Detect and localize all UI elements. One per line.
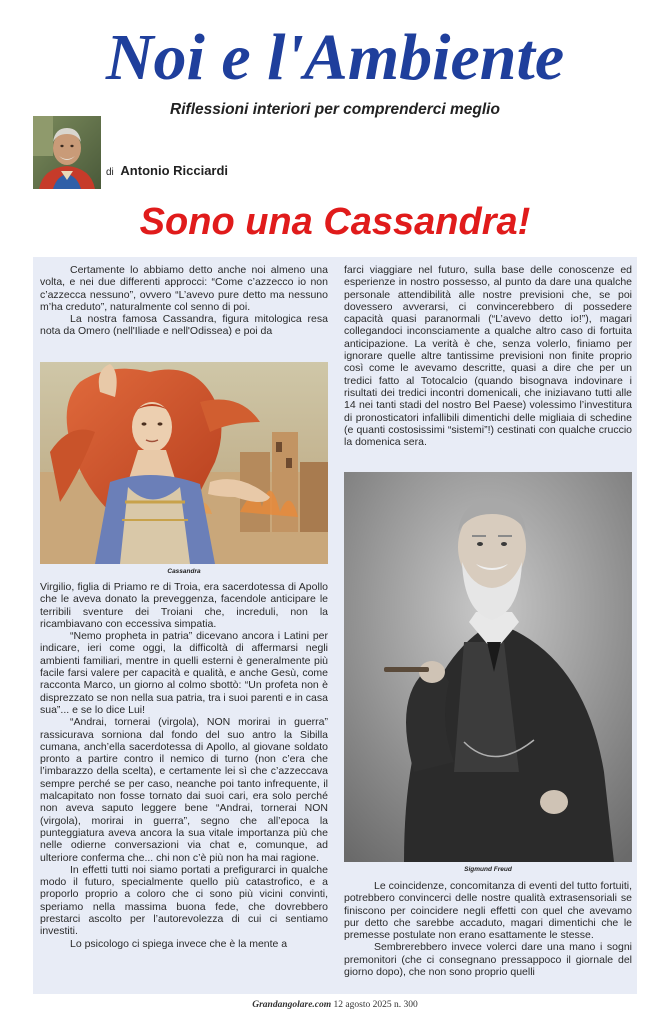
paragraph: “Andrai, tornerai (virgola), NON morirai in guerra” rassicurava sorniona dal fondo del suo antro la Sibilla cumana, anch’ella sacerdotessa di Apollo, al giovane soldato pronto a partire contro il nemico di turno (non c’era che l’imbarazzo della scelta), e certamente lei sì che c’azzeccava sempre perché se per caso, neanche poi tanto infrequente, il malcapitato non fosse tornato dai suoi cari, era solo perché non aveva saputo leggere bene “Andrai, tornerai NON (virgola), morirai in guerra”, segno che all’epoca la punteggiatura aveva ancora la sua vitale importanza più che nelle odierne conversazioni via chat e, comunque, ad ulteriore conferma che... chi non c’è più non ha mai ragione.: [40, 716, 328, 864]
author-prefix: di: [106, 167, 114, 178]
figure-caption-cassandra: Cassandra: [167, 568, 201, 575]
author-name: Antonio Ricciardi: [120, 163, 229, 178]
paragraph: In effetti tutti noi siamo portati a prefigurarci in qualche modo il futuro, specialmente quello più catastrofico, e a proporlo proprio a coloro che ci sono più vicini convinti, speriamo nella massima buona fede, che dovrebbero prestarci ascolto per l’autorevolezza di cui ci sentiamo investiti.: [40, 863, 328, 938]
paragraph: Lo psicologo ci spiega invece che è la mente a: [70, 937, 288, 950]
paragraph: Le coincidenze, concomitanza di eventi del tutto fortuiti, potrebbero convincerci delle nostre qualità extrasensoriali se finiscono per coincidere negli effetti con quel che avevamo pur detto che sarebbe accaduto, magari dimentichi che le premesse postulate non erano esattamente le stesse.: [344, 880, 632, 942]
left-column-bottom: [40, 581, 328, 950]
paragraph: farci viaggiare nel futuro, sulla base delle conoscenze ed esperienze in nostro possesso, al punto da dare una qualche personale attendibilità alle nostre previsioni che, se poi dovessero avverarsi, ci convincerebbero di possedere capacità quasi paranormali (“L’avevo detto io!”), magari collegandoci inconsciamente a qualche altro caso di fortuita anticipazione. La verità è che, senza volerlo, finiamo per ignorare quelle altre tantissime previsioni non finite proprio così come le avevamo descritte, quasi a dire che per un tredici fatto al Totocalcio (quando bisognava indovinare i risultati dei tredici incontri domenicali, che iniziavano tutti alle 14 nei tanti stadi del nostro Bel Paese) volessimo l’investitura di pronosticatori infallibili dimentichi delle migliaia di schedine (e quanti costosissimi “sistemi”!) cestinati con qualche cruccio la domenica sera.: [344, 264, 632, 449]
page-footer: [0, 1000, 670, 1010]
cassandra-painting: [40, 362, 328, 564]
left-column-top: [40, 264, 328, 338]
masthead-subtitle: Riflessioni interiori per comprenderci meglio: [170, 101, 500, 118]
paragraph: La nostra famosa Cassandra, figura mitologica resa nota da Omero (nell'Iliade e nell'Odissea) e poi da: [40, 313, 328, 338]
right-column-top: [344, 264, 632, 448]
paragraph: Virgilio, figlia di Priamo re di Troia, era sacerdotessa di Apollo che le aveva donato la preveggenza, facendole anticipare le terribili sventure dei Troiani che, increduli, non la ricambiavano con eccessiva simpatia.: [40, 581, 328, 630]
footer-site[interactable]: Grandangolare.com: [252, 1000, 332, 1010]
freud-photo: [344, 472, 632, 862]
paragraph: Certamente lo abbiamo detto anche noi almeno una volta, e nei due differenti approcci: “Come c’azzecco io non c’azzecca nessuno”, ovvero “L’avevo pure detto ma nessuno m’ha creduto”, naturalmente col senno di poi.: [40, 264, 328, 313]
author-byline: [106, 163, 228, 178]
masthead-title: Noi e l'Ambiente: [105, 21, 565, 94]
author-photo: [33, 116, 101, 189]
article-headline: Sono una Cassandra!: [139, 201, 531, 243]
right-column-bottom: [344, 880, 632, 978]
paragraph: Sembrerebbero invece volerci dare una mano i sogni premonitori (che ci consegnano pressappoco il giornale del giorno dopo), che non sono proprio quelli: [344, 941, 632, 979]
footer-issue: 12 agosto 2025 n. 300: [333, 1000, 418, 1010]
figure-caption-freud: Sigmund Freud: [464, 866, 512, 873]
paragraph: “Nemo propheta in patria” dicevano ancora i Latini per indicare, ieri come oggi, la difficoltà di affermarsi negli ambienti familiari, mentre in quelli esterni è generalmente più facile farsi valere per capacità e qualità, e anche Gesù, come racconta Marco, un giorno al colmo sbottò: “Un profeta non è disprezzato se non nella sua patria, tra i suoi parenti e in casa sua”... e se lo dice Lui!: [40, 630, 328, 716]
